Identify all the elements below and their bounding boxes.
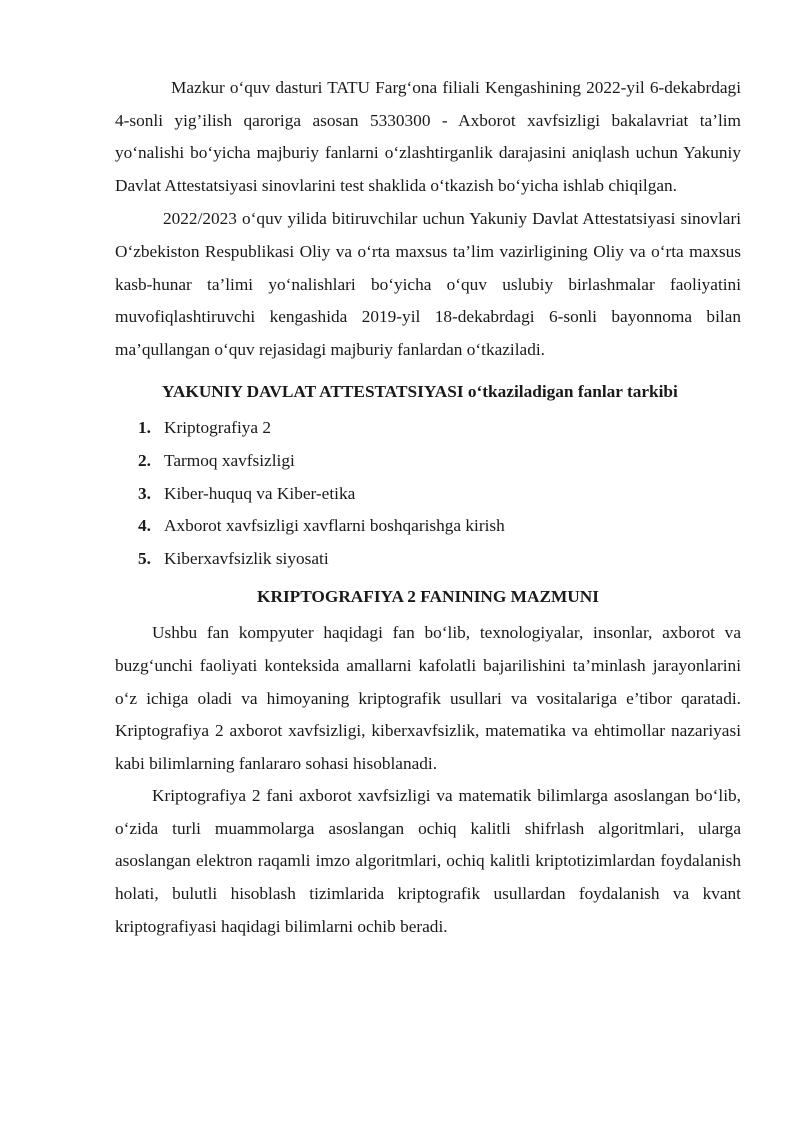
list-item-number: 2. xyxy=(138,450,151,470)
list-item-label: Kiber-huquq va Kiber-etika xyxy=(164,483,356,503)
list-item-number: 1. xyxy=(138,418,151,438)
list-item-label: Kiberxavfsizlik siyosati xyxy=(164,548,329,568)
list-item xyxy=(115,478,741,511)
content-paragraph-1: Ushbu fan kompyuter haqidagi fan bo‘lib, texnologiyalar, insonlar, axborot va buzg‘unchi faoliyati konteksida amallarni kafolatli bajarilishini ta’minlash jarayonlarini o‘z ichiga oladi va himoyaning kriptografik usullari va vositalariga e’tibor qaratadi. Kriptografiya 2 axborot xavfsizligi, kiberxavfsizlik, matematika va ehtimollar nazariyasi kabi bilimlarning fanlararo sohasi hisoblanadi. xyxy=(115,623,741,773)
subjects-section-title: YAKUNIY DAVLAT ATTESTATSIYASI o‘tkaziladigan fanlar tarkibi xyxy=(162,382,678,402)
intro-paragraph-2: 2022/2023 o‘quv yilida bitiruvchilar uchun Yakuniy Davlat Attestatsiyasi sinovlari O‘zbekiston Respublikasi Oliy va o‘rta maxsus ta’lim vazirligining Oliy va o‘rta maxsus kasb-hunar ta’limi yo‘nalishlari bo‘yicha o‘quv uslubiy birlashmalar faoliyatini muvofiqlashtiruvchi kengashida 2019-yil 18-dekabrdagi 6-sonli bayonnoma bilan ma’qullangan o‘quv rejasidagi majburiy fanlardan o‘tkaziladi. xyxy=(115,209,741,359)
list-item xyxy=(115,543,741,576)
list-item xyxy=(115,510,741,543)
list-item-number: 4. xyxy=(138,516,151,536)
list-item-label: Tarmoq xavfsizligi xyxy=(164,450,295,470)
list-item xyxy=(115,412,741,445)
content-section-title: KRIPTOGRAFIYA 2 FANINING MAZMUNI xyxy=(257,587,599,607)
list-item-number: 3. xyxy=(138,483,151,503)
list-item-label: Axborot xavfsizligi xavflarni boshqarishga kirish xyxy=(164,516,505,536)
page-content xyxy=(115,72,741,943)
content-paragraph-2: Kriptografiya 2 fani axborot xavfsizligi va matematik bilimlarga asoslangan bo‘lib, o‘zida turli muammolarga asoslangan ochiq kalitli shifrlash algoritmlari, ularga asoslangan elektron raqamli imzo algoritmlari, ochiq kalitli kriptotizimlardan foydalanish holati, bulutli hisoblash tizimlarida kriptografik usullardan foydalanish va kvant kriptografiyasi haqidagi bilimlarni ochib beradi. xyxy=(115,786,741,936)
list-item xyxy=(115,445,741,478)
list-item-label: Kriptografiya 2 xyxy=(164,418,272,438)
list-item-number: 5. xyxy=(138,548,151,568)
subjects-list xyxy=(115,412,741,575)
intro-paragraph-1: Mazkur o‘quv dasturi TATU Farg‘ona filiali Kengashining 2022-yil 6-dekabrdagi 4-sonli yig’ilish qaroriga asosan 5330300 - Axborot xavfsizligi bakalavriat ta’lim yo‘nalishi bo‘yicha majburiy fanlarni o‘zlashtirganlik darajasini aniqlash uchun Yakuniy Davlat Attestatsiyasi sinovlarini test shaklida o‘tkazish bo‘yicha ishlab chiqilgan. xyxy=(115,78,741,195)
